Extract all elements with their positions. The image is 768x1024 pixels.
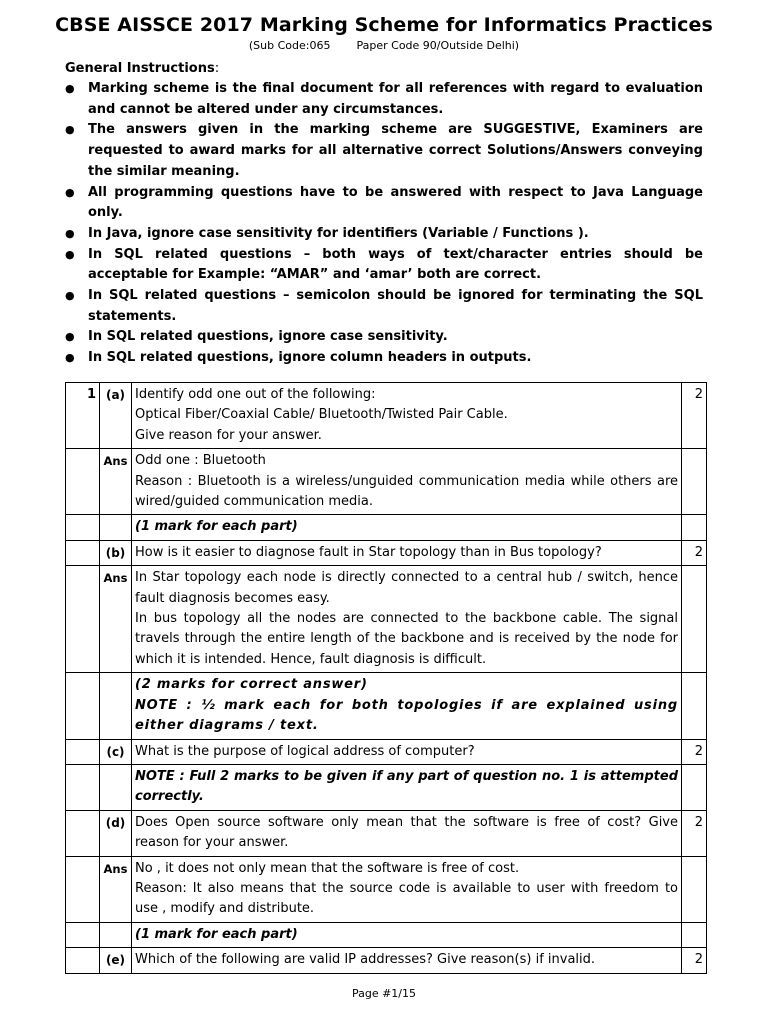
table-row-ans-b (66, 566, 707, 673)
part-label: (e) (100, 948, 132, 973)
question-line: Identify odd one out of the following: (135, 387, 376, 402)
note-line: (2 marks for correct answer) (135, 677, 368, 693)
marks-cell: 2 (682, 540, 707, 565)
marking-note (132, 673, 682, 739)
answer-line: In bus topology all the nodes are connected to the backbone cable. The signal travels through the entire length of the backbone and is received by the node for which it is intended. Hence, fault diagnosis is difficult. (135, 611, 678, 667)
table-row-q1b (66, 540, 707, 565)
part-label: (c) (100, 739, 132, 764)
instruction-item: ● In Java, ignore case sensitivity for identifiers (Variable / Functions ). (65, 224, 703, 245)
part-label: (a) (100, 383, 132, 449)
marking-note: (1 mark for each part) (132, 515, 682, 540)
page-number: Page #1/15 (351, 987, 417, 1000)
heading-colon: : (214, 61, 220, 76)
answer-line: Reason : Bluetooth is a wireless/unguided communication media while others are wired/guided communication media. (135, 473, 678, 510)
marks-cell: 2 (682, 810, 707, 856)
answer-text (132, 856, 682, 922)
question-text (132, 383, 682, 449)
marks-cell: 2 (682, 948, 707, 973)
instruction-item: ● In SQL related questions – both ways of text/character entries should be acceptable for Example: “AMAR” and ‘amar’ both are correct. (65, 245, 703, 286)
part-label: (b) (100, 540, 132, 565)
ans-label: Ans (100, 449, 132, 515)
part-label: (d) (100, 810, 132, 856)
note-line: NOTE : ½ mark each for both topologies if are explained using either diagrams / text. (135, 697, 678, 734)
question-line: Optical Fiber/Coaxial Cable/ Bluetooth/Twisted Pair Cable. (135, 407, 508, 423)
instruction-item: ● In SQL related questions, ignore case sensitivity. (65, 327, 703, 348)
table-row-note-a (66, 515, 707, 540)
answer-line: No , it does not only mean that the software is free of cost. (135, 860, 520, 876)
marks-cell: 2 (682, 383, 707, 449)
document-subtitle (0, 39, 768, 52)
marking-note: (1 mark for each part) (132, 922, 682, 947)
instruction-item: ● In SQL related questions – semicolon should be ignored for terminating the SQL statements. (65, 286, 703, 327)
instruction-item: ● The answers given in the marking scheme are SUGGESTIVE, Examiners are requested to award marks for all alternative correct Solutions/Answers conveying the similar meaning. (65, 120, 703, 182)
table-row-ans-a (66, 449, 707, 515)
question-line: Give reason for your answer. (135, 427, 322, 443)
marks-cell: 2 (682, 739, 707, 764)
question-number: 1 (66, 383, 100, 449)
answer-text (132, 449, 682, 515)
table-row-note-d (66, 922, 707, 947)
table-row-q1a (66, 383, 707, 449)
table-row-ans-d (66, 856, 707, 922)
table-row-q1c (66, 739, 707, 764)
instruction-item: ● In SQL related questions, ignore column headers in outputs. (65, 348, 703, 369)
ans-label: Ans (100, 856, 132, 922)
table-row-note-b (66, 673, 707, 739)
marking-note: NOTE : Full 2 marks to be given if any part of question no. 1 is attempted correctly. (132, 764, 682, 810)
answer-line: Reason: It also means that the source code is available to user with freedom to use , modify and distribute. (135, 880, 678, 917)
general-instructions-label: General Instructions (65, 61, 215, 76)
question-text: What is the purpose of logical address of computer? (132, 739, 682, 764)
general-instructions-heading (65, 61, 219, 76)
table-row-q1d (66, 810, 707, 856)
table-row-note-c (66, 764, 707, 810)
marking-scheme-table (65, 382, 707, 974)
general-instructions-list (65, 79, 703, 369)
answer-text (132, 566, 682, 673)
answer-line: Odd one : Bluetooth (135, 453, 266, 469)
question-text: Which of the following are valid IP addresses? Give reason(s) if invalid. (132, 948, 682, 973)
ans-label: Ans (100, 566, 132, 673)
table-row-q1e (66, 948, 707, 973)
paper-code: Paper Code 90/Outside Delhi) (356, 39, 520, 52)
document-title: CBSE AISSCE 2017 Marking Scheme for Informatics Practices (55, 14, 713, 36)
question-text: Does Open source software only mean that the software is free of cost? Give reason for your answer. (132, 810, 682, 856)
instruction-item: ● Marking scheme is the final document for all references with regard to evaluation and cannot be altered under any circumstances. (65, 79, 703, 120)
sub-code: (Sub Code:065 (248, 39, 331, 52)
instruction-item: ● All programming questions have to be answered with respect to Java Language only. (65, 183, 703, 224)
question-text: How is it easier to diagnose fault in Star topology than in Bus topology? (132, 540, 682, 565)
answer-line: In Star topology each node is directly connected to a central hub / switch, hence fault diagnosis becomes easy. (135, 570, 678, 606)
